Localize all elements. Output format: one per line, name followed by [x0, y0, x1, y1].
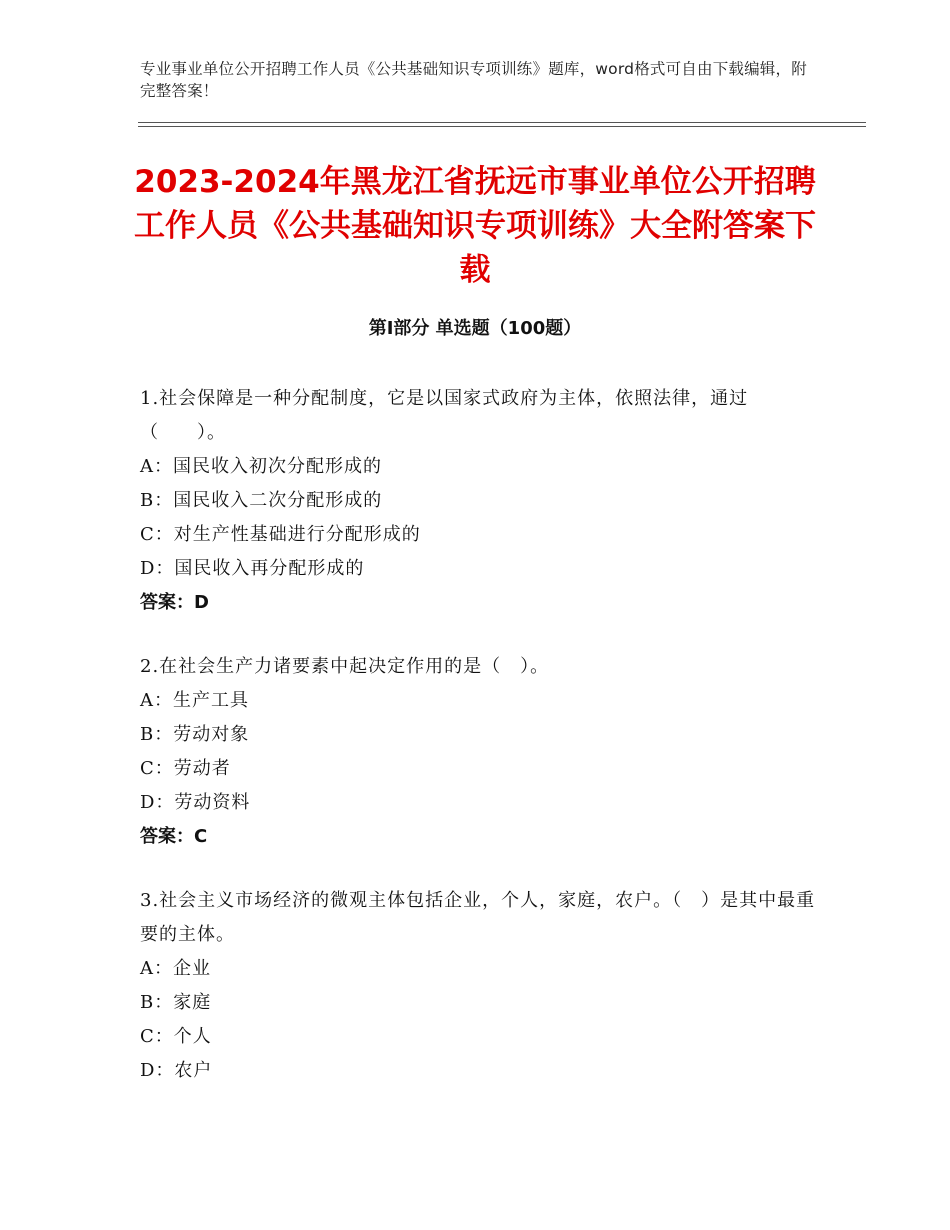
question-1 [140, 382, 820, 620]
question-list [140, 382, 820, 1118]
section-title: 第Ⅰ部分 单选题（100题） [368, 318, 582, 339]
question-stem: 1.社会保障是一种分配制度，它是以国家式政府为主体，依照法律，通过（ ）。 [140, 388, 749, 443]
option-d: D：国民收入再分配形成的 [140, 558, 365, 579]
question-2 [140, 650, 820, 854]
option-b: B：家庭 [140, 992, 212, 1013]
answer: 答案：D [140, 592, 209, 613]
option-a: A：生产工具 [140, 690, 249, 711]
option-c: C：个人 [140, 1026, 212, 1047]
question-3 [140, 884, 820, 1088]
header-note: 专业事业单位公开招聘工作人员《公共基础知识专项训练》题库，word格式可自由下载编辑，附完整答案！ [140, 60, 807, 100]
option-d: D：劳动资料 [140, 792, 251, 813]
option-c: C：对生产性基础进行分配形成的 [140, 524, 421, 545]
option-a: A：企业 [140, 958, 211, 979]
option-b: B：国民收入二次分配形成的 [140, 490, 383, 511]
answer: 答案：C [140, 826, 208, 847]
option-d: D：农户 [140, 1060, 213, 1081]
header-divider [138, 122, 866, 123]
option-c: C：劳动者 [140, 758, 231, 779]
document-title: 2023-2024年黑龙江省抚远市事业单位公开招聘工作人员《公共基础知识专项训练》大全附答案下载 [134, 164, 816, 288]
question-stem: 2.在社会生产力诸要素中起决定作用的是（ ）。 [140, 656, 550, 677]
option-a: A：国民收入初次分配形成的 [140, 456, 382, 477]
option-b: B：劳动对象 [140, 724, 250, 745]
question-stem: 3.社会主义市场经济的微观主体包括企业，个人，家庭，农户。（ ）是其中最重要的主体。 [140, 890, 816, 945]
header-divider-secondary [138, 126, 866, 127]
